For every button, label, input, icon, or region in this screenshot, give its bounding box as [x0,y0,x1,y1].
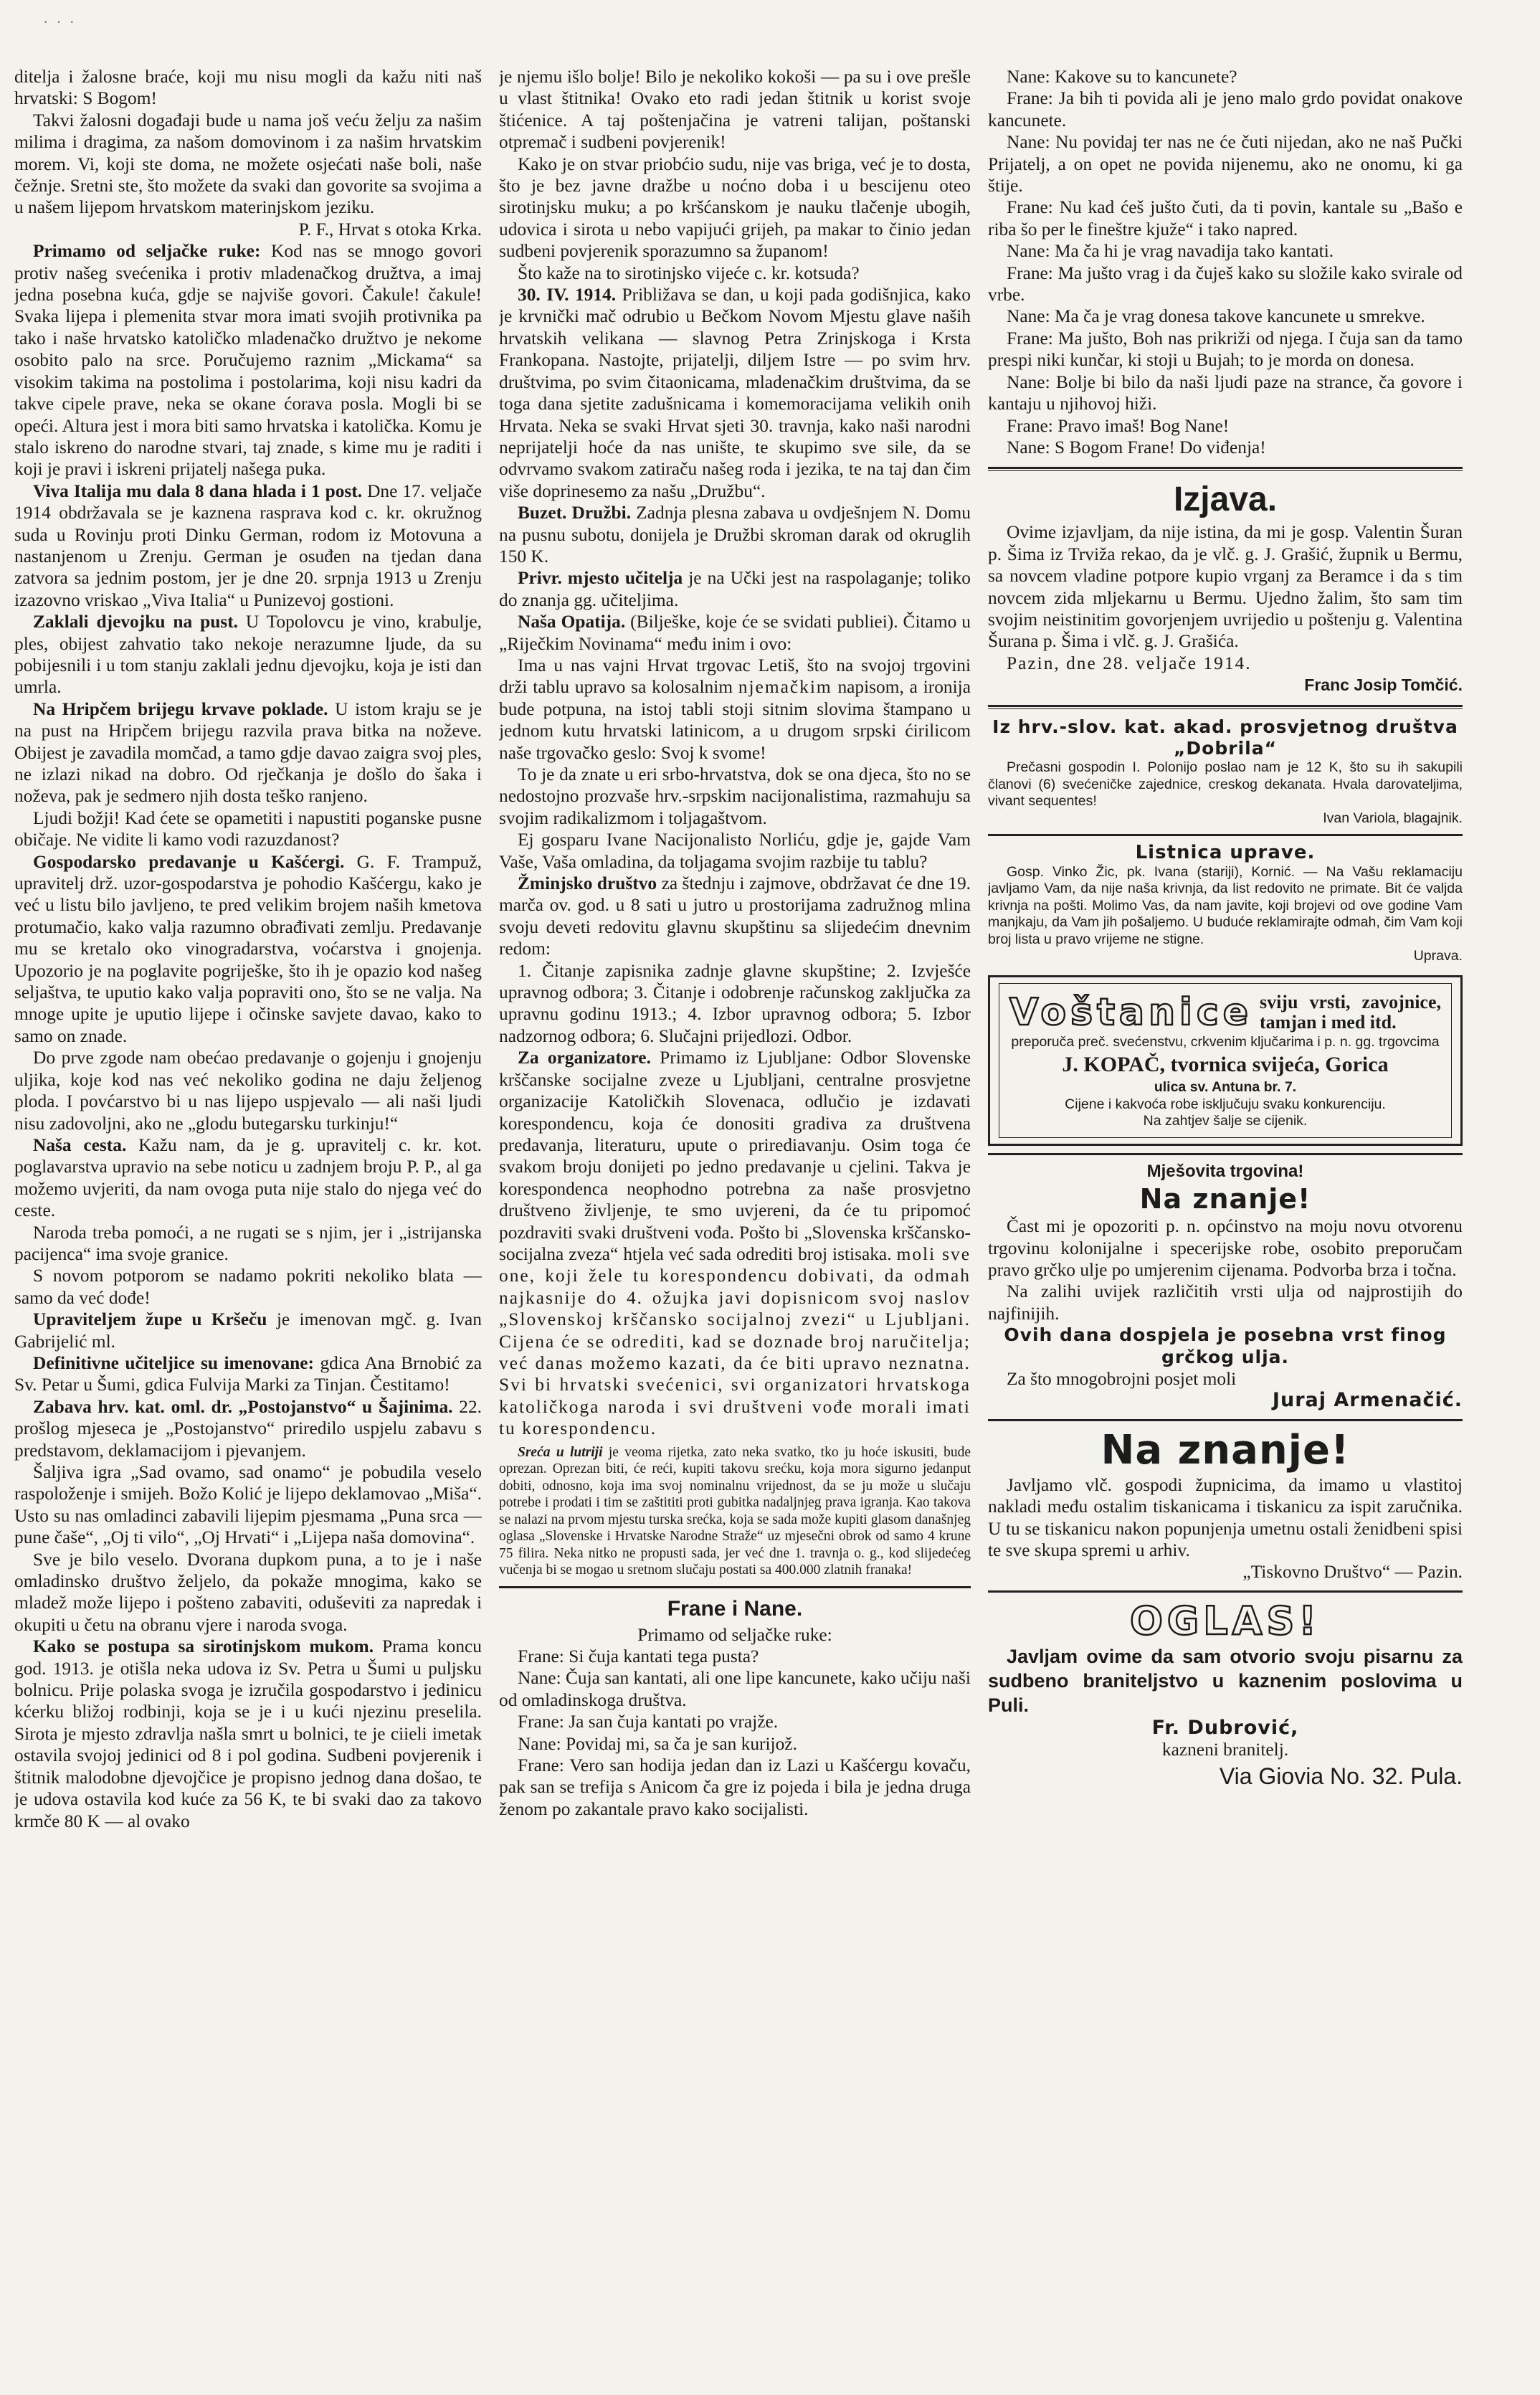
article-heading: Viva Italija mu dala 8 dana hlada i 1 post. [33,480,363,501]
quote-paragraph [499,655,971,764]
trgovina-title: Mješovita trgovina! [1146,1161,1304,1181]
dialogue-line: Nane: S Bogom Frane! Do viđenja! [1007,437,1266,457]
quote-text: Ima u nas vajni Hrvat trgovac Letiš, što na svojoj trgovini drži tablu upravo sa kolosalnim [499,655,971,698]
article-heading: Gospodarsko predavanje u Kašćergi. [33,851,345,872]
article-heading: Naša Opatija. [518,612,626,632]
divider [988,705,1463,709]
divider [988,1590,1463,1593]
dialogue-line: Nane: Kakove su to kancunete? [1007,67,1237,87]
article-body: Kod nas se mnogo govori protiv našeg svećenika i protiv mladenačkog družtva, a imaj jedna posebna kuća, gdje se najviše govori. Čakule! čakule! Svaka lijepa i plemenita stvar mora imati svojih protivnika pa tako i naše hrvatsko katoličko mladenačko družtvo je nekome osobito palo na srce. Poručujemo raznim „Mickama“ sa visokim takima na postolima i postolarima, koji nisu kadri da takve cipele prave, neka se okane ćorava posla. Mogli bi se opeći. Altura jest i mora biti samo hrvatska i katolička. Komu je stalo iskreno do narodne stvari, taj znade, s kime mu je raditi i koji je pravi i iskreni prijatelj našega puka. [14,241,482,480]
vostanice-line: Na zahtjev šalje se cijenik. [1143,1113,1308,1129]
izjava-date: Pazin, dne 28. veljače 1914. [1007,653,1252,673]
article [14,1636,482,1832]
vostanice-line: preporuča preč. svećenstvu, crkvenim ključarima i p. n. gg. trgovcima [1011,1033,1440,1050]
article-heading: Definitivne učiteljice su imenovane: [33,1352,314,1373]
vostanice-firm: J. KOPAČ, tvornica svijeća, Gorica [1062,1053,1389,1077]
oglas-body: Javljam ovime da sam otvorio svoju pisarnu za sudbeno braniteljstvo u kaznenim poslovima u Puli. [988,1645,1463,1716]
vostanice-title: Voštanice [1009,990,1253,1034]
article-body: Primamo iz Ljubljane: Odbor Slovenske krščanske socijalne zveze u Ljubljani, centralne prosvjetne organizacije Katoličkih Slovenaca, odlučio je izdavati korespondencu, koja će donositi gradiva za društvena predavanja, literaturu, upute o prirediavanju. Osim toga će svakom broju donijeti po jedno predavanje u cjelini. Takva je korespondenca neophodno potrebna za naše prosvjetno društveno življenje, te smo uvjereni, da će tu pripomoć pozdraviti svaki društveni vođa. Pošto bi „Slovenska krščansko-socijalna zveza“ htjela već sada odrediti broj istisaka. [499,1048,971,1264]
article-body: gdica Ana Brnobić za Sv. Petar u Šumi, gdica Fulvija Marki za Tinjan. Čestitamo! [14,1352,482,1395]
divider [988,834,1463,836]
article-heading: Zaklali djevojku na pust. [33,612,238,632]
dialogue-line: Nane: Ma ča hi je vrag navadija tako kantati. [1007,241,1334,262]
znanje-heading: Na znanje! [1101,1426,1350,1474]
trgovina-body: Čast mi je opozoriti p. n. općinstvo na moju novu otvorenu trgovinu kolonijalne i specerijske robe, osobito preporučam pravo grčko ulje po umjerenim cijenama. Podvorba brza i točna. [988,1216,1463,1280]
article-body: (Bilješke, koje će se svidati publiei). Čitamo u „Riječkim Novinama“ među inim i ovo: [499,612,971,654]
article-heading: Kako se postupa sa sirotinjskom mukom. [33,1636,374,1657]
znanje-body: Javljamo vlč. gospodi župnicima, da imamo u vlastitoj nakladi među ostalim tiskanicama i tiskanicu za ispit zaručnika. U tu se tiskanicu nakon popunjenja umetnu ostali ženidbeni spisi te sve skupa spremi u arhiv. [988,1474,1463,1561]
paragraph: Naroda treba pomoći, a ne rugati se s njim, jer i „istrijanska pacijenca“ ima svoje granice. [14,1222,482,1264]
column-1 [14,66,482,2371]
paragraph: Sve je bilo veselo. Dvorana dupkom puna, a to je i naše omladinsko društvo željelo, da pokaže mnogima, kako se mladež može lijepo i pošteno zabaviti, oduševiti za napredak i okupiti u četu na obranu vjere i naroda svoga. [14,1549,482,1635]
paragraph: Ej gosparu Ivane Nacijonalisto Norliću, gdje je, gajde Vam Vaše, Vaša omladina, da toljagama svojim razbije tu tablu? [499,830,971,872]
small-heading: Sreća u lutriji [518,1444,603,1460]
article-body: za štednju i zajmove, obdržavat će dne 19. marča ov. god. u 8 sati u jutro u prostorijama zadružnog mlina svoju deveti redovitu glavnu skupštinu sa slijedećim dnevnim redom: [499,873,971,959]
article-body: Kažu nam, da je g. upravitelj c. kr. kot. poglavarstva upravio na sebe noticu u zadnjem broju P. P., al ga možemo uvjeriti, da nam ovoga puta nije stalo do njega već do ceste. [14,1134,482,1221]
article-heading: Primamo od seljačke ruke: [33,241,261,262]
paragraph: Takvi žalosni događaji bude u nama još veću želju za našim milima i dragima, za našom domovinom i za našim hrvatskim morem. Vi, koji ste doma, ne možete osjećati naše boli, naše čežnje. Sretni ste, što možete da svaki dan govorite sa svojima a u našem lijepom hrvatskom materinjskom jeziku. [14,110,482,218]
column-3 [988,66,1463,2371]
section-title: Frane i Nane. [667,1596,803,1621]
article-body: je na Učki jest na raspolaganje; toliko do znanja gg. učiteljima. [499,568,971,610]
paragraph: Ljudi božji! Kad ćete se opametiti i napustiti poganske pusne običaje. Ne vidite li kamo vodi razuzdanost? [14,807,482,850]
izjava-title: Izjava. [1173,480,1278,519]
listnica-signature: Uprava. [1413,948,1463,964]
dialogue-line: Nane: Nu povidaj ter nas ne će čuti nijedan, ako ne naš Pučki Prijatelj, a on opet ne povida nijenemu, ako ne onomu, ki ga štije. [988,132,1463,196]
article-heading: Naša cesta. [33,1134,127,1155]
paragraph: je njemu išlo bolje! Bilo je nekoliko kokoši — pa su i ove prešle u vlast štitnika! Ovako eto radi jedan štitnik u korist svoje štićenice. A taj poštenjačina je vatreni talijan, poštanski otpremač i sudbeni povjerenik! [499,67,971,153]
trgovina-body: Na zalihi uvijek različitih vrsti ulja od najprostijih do najfinijih. [988,1281,1463,1324]
oglas-address: Via Giovia No. 32. Pula. [1219,1763,1463,1789]
article-heading: Za organizatore. [518,1048,651,1068]
article [14,1396,482,1461]
dialogue-line: Frane: Ja bih ti povida ali je jeno malo grdo povidat onakove kancunete. [988,88,1463,131]
paragraph: Šaljiva igra „Sad ovamo, sad onamo“ je pobudila veselo raspoloženje i smijeh. Božo Kolić je lijepo deklamovao „Miša“. Usto su nas omladinci zabavili lijepim pjesmama „Puna srca — pune čaše“, „Oj ti vilo“, „Oj Hrvati“ i „Lijepa naša domovina“. [14,1462,482,1548]
dialogue-line: Frane: Ma jušto, Boh nas prikriži od njega. I čuja san da tamo prespi niki kunčar, ki stoji u Bujah; to je morda on donesa. [988,328,1463,371]
dialogue-line: Frane: Ma jušto vrag i da čuješ kako su složile kako svirale od vrbe. [988,262,1463,305]
dialogue-line: Nane: Povidaj mi, sa ča je san kurijož. [518,1733,797,1754]
article [14,698,482,807]
izjava-signature: Franc Josip Tomčić. [1304,675,1463,695]
article [499,1047,971,1439]
trgovina-body: Za što mnogobrojni posjet moli [1007,1369,1237,1390]
trgovina-heading: Na znanje! [1139,1183,1311,1215]
article-body: Prama koncu god. 1913. je otišla neka udova iz Sv. Petra u Šumi u puljsku bolnicu. Prije polaska svoga je izručila gospodarstvo i jedinicu kćerku bližoj rodbinji, koja se je i u kući njezinu preselila. Sirota je mjesto zdravlja našla smrt u bolnici, te je ciieli imetak ostavila svojoj jedinici od 8 i pol godina. Sudbeni povjerenik i štitnik malodobne djevojčice je propisno jednog dana došao, te je udova ostavila kod kuće za 56 K, te bi svaki dao za takovo krmče 80 K — al ovako [14,1636,482,1831]
oglas-heading: OGLAS! [1130,1598,1321,1644]
divider [988,1419,1463,1421]
article-body: 22. prošlog mjeseca je „Postojanstvo“ priredilo uspjelu zabavu s predstavom, deklamacijom i pjevanjem. [14,1396,482,1461]
paragraph: Što kaže na to sirotinjsko vijeće c. kr. kotsuda? [518,262,860,283]
znanje-signature: „Tiskovno Društvo“ — Pazin. [1242,1562,1463,1583]
vostanice-side: sviju vrsti, zavojnice, tamjan i med itd. [1259,991,1441,1033]
signature: P. F., Hrvat s otoka Krka. [298,219,482,240]
dialogue-line: Nane: Ma ča je vrag donesa takove kancunete u smrekve. [1007,306,1425,327]
small-body: je veoma rijetka, zato neka svatko, tko ju hoće iskusiti, bude oprezan. Oprezan biti, će reći, kupiti takovu srećku, koja mora sigurno jedanput dobiti, odnosno, koja ima svoj nominalnu vrijednost, da se ju može u slučaju potrebe i prodati i tim se zaštititi proti gubitka nadaljnjeg prava igranja. Kao takova se nalazi na prvom mjestu turska srećka, koja se sada može kupiti glasom današnjeg oglasa „Slovenske i Hrvatske Narodne Straže“ uz mjesečni obrok od samo 4 krune 75 filira. Neka nitko ne propusti sada, jer već dne 1. travnja o. g., kod slijedećeg vučenja bi se mogao u sretnom slučaju postati sa 400.000 zlatnih franaka! [499,1444,971,1578]
article [14,1134,482,1222]
quote-text: napisom, a ironija bude potpuna, na istoj tabli stoji sitnim slovima štampano u jednom kutu hrvatski latinicom, a u drugom srpski ćirilicom naše trgovačko geslo: Svoj k svome! [499,677,971,763]
article [499,567,971,611]
article-body-spaced: moli sve one, koji žele tu korespondencu dobivati, da odmah najkasnije do 4. ožujka javi dopisnicom svoj naslov „Slovenskoj krščansko socijalnoj zvezi“ u Ljubljani. Cijena će se odrediti, kad se doznade broj naručitelja; već danas možemo kazati, da će biti upravo neznatna. Svi bi hrvatski svećenici, svi organizatori hrvatskoga katoličkoga naroda i svi društveni vođe morali imati tu korespondencu. [499,1243,971,1439]
article [14,1352,482,1396]
article-body: U Topolovcu je vino, krabulje, ples, obijest zahvatio tako nekoje nerazumne ljude, da su pobijesnili i u tom stanju zaklali jednu djevojku, koja je isti dan umrla. [14,612,482,698]
dialogue-line: Frane: Nu kad ćeš jušto čuti, da ti povin, kantale su „Bašo e riba šo per le fineštre kjuže“ i tako napred. [988,197,1463,240]
article [499,611,971,655]
drustvo-title: Iz hrv.-slov. kat. akad. prosvjetnog društva „Dobrila“ [992,716,1458,759]
dialogue-line: Nane: Bolje bi bilo da naši ljudi paze na strance, ča govore i kantaju u njihovoj hiži. [988,371,1463,414]
article [14,851,482,1048]
oglas-signature-name: Fr. Dubrović, [1151,1716,1299,1739]
paragraph: Kako je on stvar priobćio sudu, nije vas briga, već je to dosta, što je bez javne dražbe u noćno doba i u bescijenu oteo sirotinjsku muku; a po kršćanskom je nauku tlačenje ubogih, udovica i sirota u nebo vapijući grijeh, pa makar to činio jedan sudbeni povjerenik sporazumno sa županom! [499,153,971,262]
article [499,284,971,502]
dialogue-line: Nane: Čuja san kantati, ali one lipe kancunete, kako učiju naši od omladinskoga društva. [499,1668,971,1710]
article-heading: Žminjsko društvo [518,873,657,894]
listnica-body: Gosp. Vinko Žic, pk. Ivana (stariji), Kornić. — Na Vašu reklamaciju javljamo Vam, da nije naša krivnja, da list redovito ne primate. Bit će valjda krivnja na pošti. Molimo Vas, da nam javite, koji brojevi od ove godine Vam manjkaju, da Vam jih pošaljemo. U buduće reklamirajte odmah, čim Vam koji broj lista u pravo vrijeme ne stigne. [988,863,1463,947]
article-body: Zadnja plesna zabava u ovdješnjem N. Domu na pusnu subotu, donijela je Družbi skroman darak od okruglih 150 K. [499,503,971,566]
drustvo-body: Prečasni gospodin I. Polonijo poslao nam je 12 K, što su ih sakupili članovi (6) svećeničke zajednice, creskog dekanata. Hvala darovateljima, vivant sequentes! [988,759,1463,810]
article-body: Dne 17. veljače 1914 obdržavala se je kaznena rasprava kod c. kr. okružnog suda u Rovinju proti Dinku German, rodom iz Motovuna a nastanjenom u Zrenju. German je osuđen na tjedan dana zatvora sa jednim postom, jer je dne 20. srpnja 1913 u Zrenju izazovno vriskao „Viva Italia“ u Punizevoj gostioni. [14,480,482,610]
paragraph: 1. Čitanje zapisnika zadnje glavne skupštine; 2. Izvješće upravnog odbora; 3. Čitanje i odobrenje računskog zaključka za upravnu godinu 1913.; 4. Izbor upravnog odbora; 5. Izbor nadzornog odbora; 6. Slučajni prijedlozi. Odbor. [499,960,971,1046]
divider [988,467,1463,471]
section-subtitle: Primamo od seljačke ruke: [637,1624,832,1645]
listnica-title: Listnica uprave. [1135,842,1316,864]
column-2 [499,66,971,2371]
dialogue-line: Frane: Pravo imaš! Bog Nane! [1007,415,1230,436]
article [14,611,482,698]
izjava-body: Ovime izjavljam, da nije istina, da mi je gosp. Valentin Šuran p. Šima iz Trviža rekao, da je vlč. g. J. Grašić, župnik u Bermu, sa novcem vladine potpore kupio vrganj za Beramce i da s tim novcem zida mljekarnu u Bermu. Ujedno žalim, što sam tim svojim neistinitim govorjenjem uvrijedio u poštenju g. Valentina Šurana p. Šima i vlč. g. J. Grašića. [988,522,1463,652]
article-body: G. F. Trampuž, upravitelj drž. uzor-gospodarstva je pohodio Kašćergu, kako je već u listu bilo javljeno, te pred velikim brojem naših kmetova protumačio, kako valja razumno obrađivati zemlju. Predavanje mu se kretalo oko vinogradarstva, voćarstva i gnojenja. Upozorio je na poglavite pogriješke, što ih je opazio kod našeg seljaštva, te uputio kako valja popraviti ono, što se ne valja. Na mnoge upite je uputio lijepe i očinske savjete davao, kako to samo on znade. [14,851,482,1046]
article-heading: Zabava hrv. kat. oml. dr. „Postojanstvo“ u Šajinima. [33,1396,453,1417]
paragraph: Do prve zgode nam obećao predavanje o gojenju i gnojenju uljika, koje kod nas već nekoliko godina ne daju željenog ploda. I povćarstvo bi u nas lijepo uspjevalo — ali naši ljudi nisu zadovoljni, ako ne „glodu butegarsku turkinju!“ [14,1048,482,1134]
article-body: Približava se dan, u koji pada godišnjica, kako je krvnički mač odrubio u Bečkom Novom Mjestu glave naših hrvatskih velikana — slavnog Petra Zrinjskoga i Krsta Frankopana. Nastojte, prijatelji, diljem Istre — po svim hrv. društvima, po svim čitaonicama, mladenačkim društvima, da se toga dana sjetite zadušnicama i komemoracijama velikih onih Hrvata. Neka se svaki Hrvat sjeti 30. travnja, kako naši narodni neprijatelji hoće da nas unište, te skupimo sve sile, da se odvrvamo svakom zatiraču našeg roda i jezika, te na taj dan čim više doprinesemo za našu „Družbu“. [499,285,971,501]
article-heading: 30. IV. 1914. [518,285,617,305]
divider [499,1586,971,1588]
article [499,873,971,960]
article-heading: Upraviteljem župe u Kršeču [33,1309,267,1330]
vostanice-ad [988,975,1463,1146]
vostanice-address: ulica sv. Antuna br. 7. [1154,1079,1297,1096]
paragraph: To je da znate u eri srbo-hrvatstva, dok se ona djeca, što no se nedostojno prozvaše hrv.-srpskim nacijonalistima, razmahuju sa svojim radikalizmom i toljagaštvom. [499,764,971,828]
paragraph: ditelja i žalosne braće, koji mu nisu mogli da kažu niti naš hrvatski: S Bogom! [14,67,482,109]
trgovina-signature: Juraj Armenačić. [1272,1389,1463,1412]
article-body: je imenovan mgč. g. Ivan Gabrijelić ml. [14,1309,482,1352]
dialogue-line: Frane: Ja san čuja kantati po vrajže. [518,1712,779,1732]
oglas-signature-role: kazneni branitelj. [1161,1740,1289,1760]
article [14,480,482,611]
quote-emphasis: njemačkim [738,677,832,698]
paragraph: S novom potporom se nadamo pokriti nekoliko blata — samo da već dođe! [14,1266,482,1308]
article-heading: Privr. mjesto učitelja [518,568,683,589]
drustvo-signature: Ivan Variola, blagajnik. [1323,810,1463,826]
divider [988,1153,1463,1155]
article [14,1309,482,1352]
small-notice [499,1444,971,1579]
trgovina-highlight: Ovih dana dospjela je posebna vrst finog grčkog ulja. [1004,1324,1447,1367]
scan-speck: · · · [43,13,75,31]
article-heading: Buzet. Družbi. [518,503,632,523]
dialogue-line: Frane: Vero san hodija jedan dan iz Lazi u Kašćergu kovaču, pak san se trefija s Anicom ča gre iz pojeda i bila je jedna druga ženom po zakantale pravo kako socijalisti. [499,1755,971,1819]
dialogue-line: Frane: Si čuja kantati tega pusta? [518,1646,759,1666]
article [499,502,971,567]
article-heading: Na Hripčem brijegu krvave poklade. [33,698,328,719]
article [14,240,482,480]
vostanice-line: Cijene i kakvoća robe isključuju svaku konkurenciju. [1065,1096,1386,1112]
article-body: U istom kraju se je na pust na Hripčem brijegu razvila prava bitka na noževe. Obijest je zavadila momčad, a tamo gdje davao zaigra svoj ples, ne izlazi nikad na dobro. Od rječkanja je došlo do šaka i noževa, pak je sedmero njih dosta teško ranjeno. [14,698,482,807]
